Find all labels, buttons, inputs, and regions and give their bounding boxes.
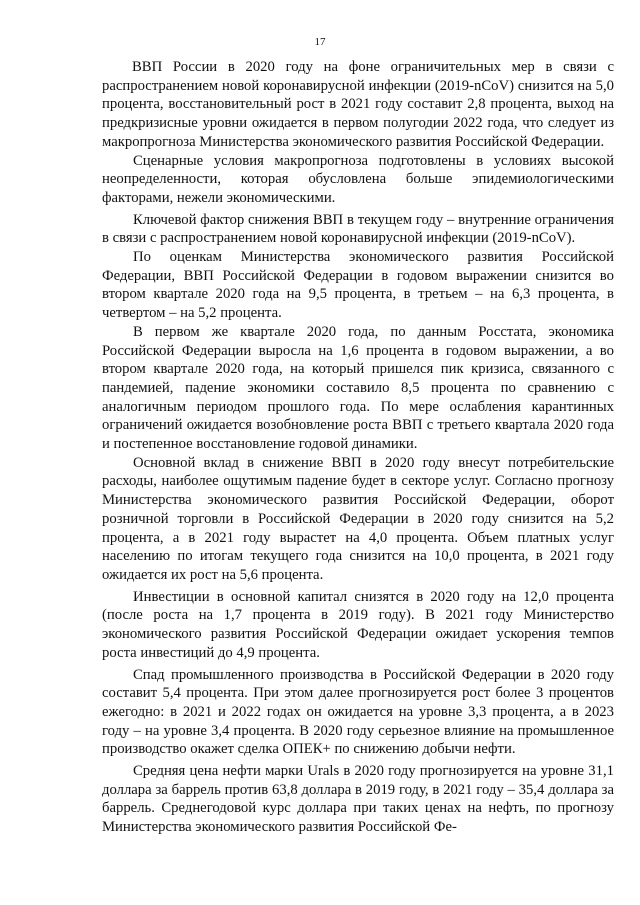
paragraph-key-factor: Ключевой фактор снижения ВВП в текущем году – внутренние ограничения в связи с распространением новой коронавирусной инфекции (2019-nCoV). [102,211,614,247]
paragraph-quarterly-estimates: По оценкам Министерства экономического развития Российской Федерации, ВВП Российской Федерации в годовом выражении снизится во втором квартале 2020 года на 9,5 процента, в третьем – на 6,3 процента, в четвертом – на 5,2 процента. [102,249,614,322]
paragraph-investments: Инвестиции в основной капитал снизятся в 2020 году на 12,0 процента (после роста на 1,7 процента в 2019 году). В 2021 году Министерство экономического развития Российской Федерации ожидает ускорения темпов роста инвестиций до 4,9 процента. [102,588,614,661]
paragraph-industrial-production: Спад промышленного производства в Российской Федерации в 2020 году составит 5,4 процента. При этом далее прогнозируется рост более 3 процентов ежегодно: в 2021 и 2022 годах он ожидается на уровне 3,3 процента, а в 2023 году – на уровне 3,4 процента. В 2020 году серьезное влияние на промышленное производство окажет сделка ОПЕК+ по снижению добычи нефти. [102,666,614,758]
paragraph-scenario-conditions: Сценарные условия макропрогноза подготовлены в условиях высокой неопределенности, которая обусловлена больше эпидемиологическими факторами, нежели экономическими. [102,152,614,206]
paragraph-consumer-spending: Основной вклад в снижение ВВП в 2020 году внесут потребительские расходы, наиболее ощутимым падение будет в секторе услуг. Согласно прогнозу Министерства экономического развития Российской Федерации, оборот розничной торговли в Российской Федерации в 2020 году снизится на 5,2 процента, а в 2021 году вырастет на 4,0 процента. Объем платных услуг населению по итогам текущего года снизится на 10,0 процента, в 2021 году ожидается их рост на 5,6 процента. [102,454,614,583]
page-number: 17 [314,36,326,48]
paragraph-oil-price: Средняя цена нефти марки Urals в 2020 году прогнозируется на уровне 31,1 доллара за баррель против 63,8 доллара в 2019 году, в 2021 году – 35,4 доллара за баррель. Среднегодовой курс доллара при таких ценах на нефть, по прогнозу Министерства экономического развития Российской Фе- [102,763,614,836]
paragraph-first-quarter: В первом же квартале 2020 года, по данным Росстата, экономика Российской Федерации выросла на 1,6 процента в годовом выражении, а во втором квартале 2020 года, на который пришелся пик кризиса, связанного с пандемией, падение экономики составило 8,5 процента по сравнению с аналогичным периодом прошлого года. По мере ослабления карантинных ограничений ожидается возобновление роста ВВП с третьего квартала 2020 года и постепенное восстановление годовой динамики. [102,323,614,453]
paragraph-gdp-forecast: ВВП России в 2020 году на фоне ограничительных мер в связи с распространением новой коронавирусной инфекции (2019-nCoV) снизится на 5,0 процента, восстановительный рост в 2021 году составит 2,8 процента, выход на предкризисные уровни ожидается в первом полугодии 2022 года, что следует из макропрогноза Министерства экономического развития Российской Федерации. [102,59,614,150]
document-body [102,58,614,837]
